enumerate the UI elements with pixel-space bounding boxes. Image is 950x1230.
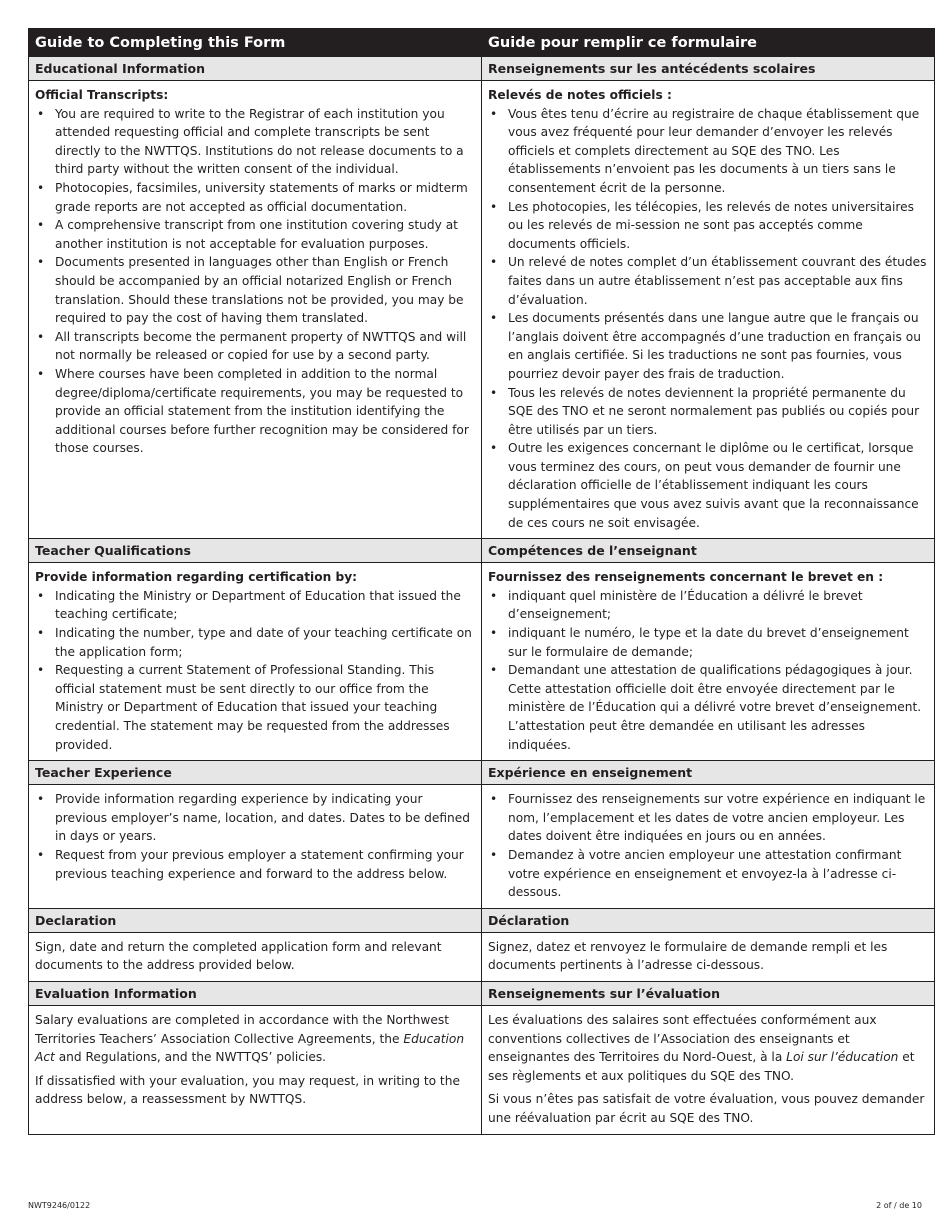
section-header-row <box>29 981 935 1005</box>
section-title-evaluation-en: Evaluation Information <box>29 981 482 1005</box>
section-header-row <box>29 761 935 785</box>
evaluation-body-en <box>29 1005 482 1134</box>
certification-subheading-fr: Fournissez des renseignements concernant le brevet en : <box>488 570 884 585</box>
section-title-declaration-fr: Déclaration <box>482 908 935 932</box>
section-title-qualifications-fr: Compétences de l’enseignant <box>482 539 935 563</box>
certification-list-fr <box>488 587 928 754</box>
evaluation-text-en-end: and Regulations, and the NWTTQS’ policies. <box>54 1050 327 1065</box>
list-item: • Request from your previous employer a statement confirming your previous teaching experience and forward to the address below. <box>35 846 475 883</box>
transcripts-list-en <box>35 105 475 458</box>
section-body-row <box>29 785 935 909</box>
list-item: • Outre les exigences concernant le diplôme ou le certificat, lorsque vous terminez des cours, on peut vous demander de fournir une déclaration officielle de l’établissement indiquant les cours supplémentaires que vous avez suivis avant que la reconnaissance de ces cours ne soit envisagée. <box>488 439 928 532</box>
list-item: • Un relevé de notes complet d’un établissement couvrant des études faites dans un autre établissement n’est pas acceptable aux fins d’évaluation. <box>488 253 928 309</box>
guide-header-row <box>29 29 935 57</box>
experience-list-en <box>35 790 475 883</box>
list-item: • Les photocopies, les télécopies, les relevés de notes universitaires ou les relevés de mi-session ne sont pas acceptés comme documents officiels. <box>488 198 928 254</box>
transcripts-subheading-fr: Relevés de notes officiels : <box>488 88 672 102</box>
list-item: • Les documents présentés dans une langue autre que le français ou l’anglais doivent être accompagnés d’une traduction en français ou en anglais certifiée. Si les traductions ne sont pas fournies, vous pourriez devoir payer des frais de traduction. <box>488 309 928 383</box>
list-item: • Photocopies, facsimiles, university statements of marks or midterm grade reports are not accepted as official documentation. <box>35 179 475 216</box>
transcripts-subheading-en: Official Transcripts: <box>35 88 169 102</box>
list-item: • A comprehensive transcript from one institution covering study at another institution is not acceptable for evaluation purposes. <box>35 216 475 253</box>
evaluation-paragraph-en <box>35 1011 475 1067</box>
list-item: • Requesting a current Statement of Professional Standing. This official statement must be sent directly to our office from the Ministry or Department of Education that issued your teaching credential. The statement may be requested from the addresses provided. <box>35 661 475 754</box>
list-item: • Fournissez des renseignements sur votre expérience en indiquant le nom, l’emplacement et les dates de votre ancien employeur. Les dates doivent être indiquées en jours ou en années. <box>488 790 928 846</box>
experience-list-fr <box>488 790 928 902</box>
experience-body-en <box>29 785 482 909</box>
list-item: • Provide information regarding experience by indicating your previous employer’s name, location, and dates. Dates to be defined in days or years. <box>35 790 475 846</box>
transcripts-list-fr <box>488 105 928 533</box>
guide-header-fr: Guide pour remplir ce formulaire <box>482 29 935 57</box>
list-item: • indiquant le numéro, le type et la date du brevet d’enseignement sur le formulaire de demande; <box>488 624 928 661</box>
certification-subheading-en: Provide information regarding certification by: <box>35 570 358 585</box>
declaration-body-fr <box>482 932 935 981</box>
list-item: • All transcripts become the permanent property of NWTTQS and will not normally be released or copied for use by a second party. <box>35 328 475 365</box>
reassessment-text-en: If dissatisfied with your evaluation, you may request, in writing to the address below, a reassessment by NWTTQS. <box>35 1073 460 1107</box>
section-title-qualifications-en: Teacher Qualifications <box>29 539 482 563</box>
list-item: • Indicating the Ministry or Department of Education that issued the teaching certificate; <box>35 587 475 624</box>
section-title-educational-fr: Renseignements sur les antécédents scolaires <box>482 57 935 81</box>
list-item: • Demandant une attestation de qualifications pédagogiques à jour. Cette attestation officielle doit être envoyée directement par le ministère de l’Éducation qui a délivré votre brevet d’enseignement. L’attestation peut être demandée en utilisant les adresses indiquées. <box>488 661 928 754</box>
form-code: NWT9246/0122 <box>28 1201 91 1210</box>
evaluation-paragraph-fr <box>488 1011 928 1085</box>
experience-body-fr <box>482 785 935 909</box>
section-body-row <box>29 81 935 539</box>
guide-header-en: Guide to Completing this Form <box>29 29 482 57</box>
educational-body-fr <box>482 81 935 539</box>
section-title-educational-en: Educational Information <box>29 57 482 81</box>
guide-table <box>28 28 935 1135</box>
qualifications-body-fr <box>482 563 935 761</box>
declaration-body-en <box>29 932 482 981</box>
act-title-fr: Loi sur l’éducation <box>786 1050 899 1065</box>
list-item: • Indicating the number, type and date of your teaching certificate on the application form; <box>35 624 475 661</box>
evaluation-text-fr: Les évaluations des salaires sont effectuées conformément aux conventions collectives de l’Association des enseignants et enseignantes des Territoires du Nord-Ouest, à la <box>488 1012 877 1065</box>
qualifications-body-en <box>29 563 482 761</box>
list-item: • You are required to write to the Registrar of each institution you attended requesting official and complete transcripts be sent directly to the NWTTQS. Institutions do not release documents to a third party without the written consent of the individual. <box>35 105 475 179</box>
certification-list-en <box>35 587 475 754</box>
section-title-evaluation-fr: Renseignements sur l’évaluation <box>482 981 935 1005</box>
section-body-row <box>29 563 935 761</box>
declaration-text-en: Sign, date and return the completed application form and relevant documents to the address provided below. <box>35 939 442 973</box>
section-title-experience-fr: Expérience en enseignement <box>482 761 935 785</box>
evaluation-text-en: Salary evaluations are completed in accordance with the Northwest Territories Teachers’ Association Collective Agreements, the <box>35 1012 449 1046</box>
list-item: • Tous les relevés de notes deviennent la propriété permanente du SQE des TNO et ne seront normalement pas publiés ou copiés pour être utilisés par un tiers. <box>488 384 928 440</box>
educational-body-en <box>29 81 482 539</box>
declaration-text-fr: Signez, datez et renvoyez le formulaire de demande rempli et les documents pertinents à l’adresse ci-dessous. <box>488 939 888 973</box>
section-header-row <box>29 908 935 932</box>
section-header-row <box>29 57 935 81</box>
section-header-row <box>29 539 935 563</box>
section-title-experience-en: Teacher Experience <box>29 761 482 785</box>
section-body-row <box>29 932 935 981</box>
evaluation-body-fr <box>482 1005 935 1134</box>
list-item: • Where courses have been completed in addition to the normal degree/diploma/certificate requirements, you may be requested to provide an official statement from the institution identifying the additional courses before further recognition may be considered for those courses. <box>35 365 475 458</box>
list-item: • Documents presented in languages other than English or French should be accompanied by an official notarized English or French translation. Should these translations not be provided, you may be required to pay the cost of having them translated. <box>35 253 475 327</box>
list-item: • Vous êtes tenu d’écrire au registraire de chaque établissement que vous avez fréquenté pour leur demander d’envoyer les relevés officiels et complets directement au SQE des TNO. Les établissements n’envoient pas les documents à un tiers sans le consentement écrit de la personne. <box>488 105 928 198</box>
section-body-row <box>29 1005 935 1134</box>
list-item: • indiquant quel ministère de l’Éducation a délivré le brevet d’enseignement; <box>488 587 928 624</box>
act-title-en: Education Act <box>35 1031 465 1065</box>
list-item: • Demandez à votre ancien employeur une attestation confirmant votre expérience en enseignement et envoyez-la à l’adresse ci-dessous. <box>488 846 928 902</box>
evaluation-text-fr-end: et ses règlements et aux politiques du SQE des TNO. <box>488 1050 915 1083</box>
section-title-declaration-en: Declaration <box>29 908 482 932</box>
page-number: 2 of / de 10 <box>876 1201 922 1210</box>
reassessment-text-fr: Si vous n’êtes pas satisfait de votre évaluation, vous pouvez demander une réévaluation par écrit au SQE des TNO. <box>488 1092 925 1125</box>
